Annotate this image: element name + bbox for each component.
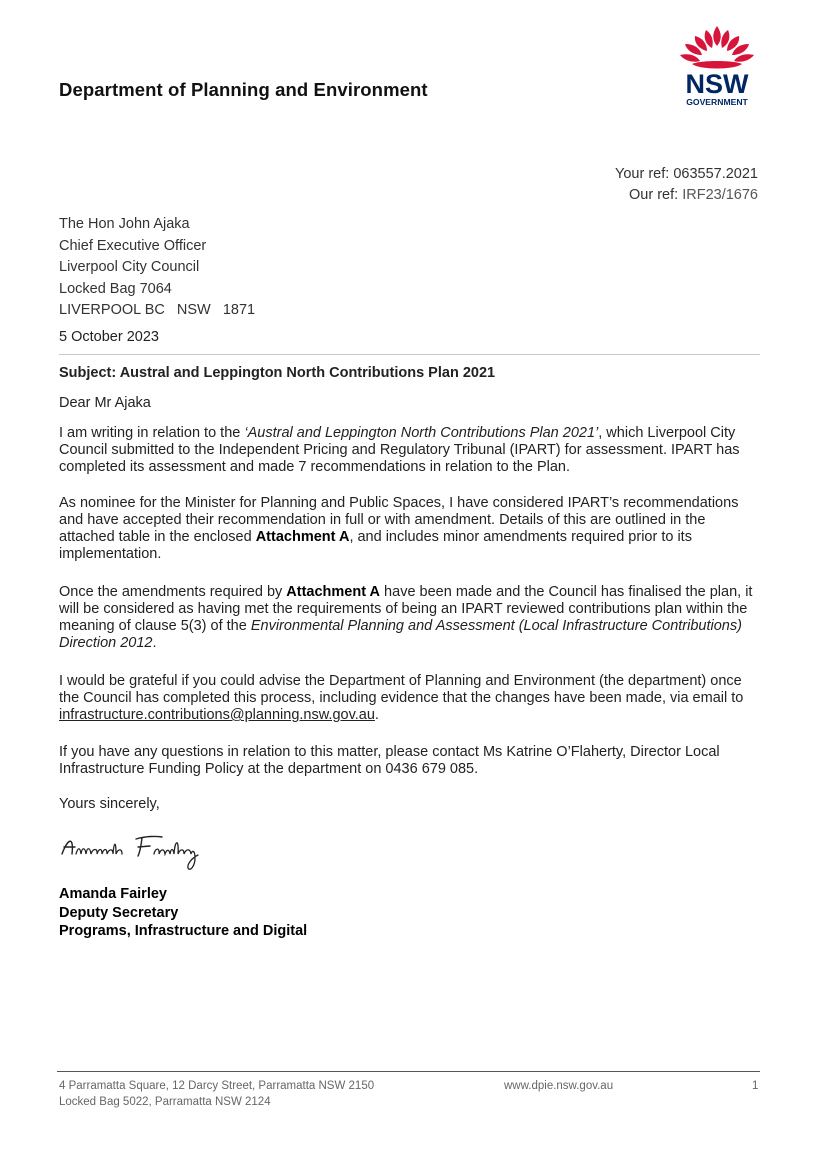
footer-divider bbox=[57, 1071, 760, 1072]
handwritten-signature bbox=[58, 828, 248, 874]
footer-address: 4 Parramatta Square, 12 Darcy Street, Parramatta NSW 2150 Locked Bag 5022, Parramatta NSW 2124 bbox=[59, 1080, 375, 1108]
page-number: 1 bbox=[752, 1080, 759, 1092]
paragraph-1: I am writing in relation to the ‘Austral and Leppington North Contributions Plan 2021’, which Liverpool City Council submitted to the Independent Pricing and Regulatory Tribunal (IPART) for assessment. IPART has completed its assessment and made 7 recommendations in relation to the Plan. bbox=[59, 425, 740, 475]
letter-date: 5 October 2023 bbox=[59, 329, 159, 345]
recipient-locality: LIVERPOOL BC NSW 1871 bbox=[59, 302, 256, 318]
divider bbox=[59, 354, 760, 355]
reference-block bbox=[615, 164, 758, 206]
our-ref: Our ref: IRF23/1676 bbox=[629, 187, 758, 203]
paragraph-4: I would be grateful if you could advise the Department of Planning and Environment (the department) once the Council has completed this process, including evidence that the changes have been made, via email to infrastructure.contributions@planning.nsw.gov.au. bbox=[59, 673, 744, 723]
signatory-title: Deputy Secretary bbox=[59, 904, 179, 921]
waratah-flower-icon bbox=[680, 26, 754, 69]
footer-website[interactable]: www.dpie.nsw.gov.au bbox=[504, 1080, 614, 1092]
recipient-title: Chief Executive Officer bbox=[59, 237, 207, 254]
recipient-name: The Hon John Ajaka bbox=[59, 216, 190, 232]
nsw-government-logo bbox=[676, 24, 758, 110]
recipient-org: Liverpool City Council bbox=[59, 259, 200, 275]
subject-line: Subject: Austral and Leppington North Contributions Plan 2021 bbox=[59, 365, 496, 381]
your-ref: Your ref: 063557.2021 bbox=[615, 166, 758, 182]
signatory-division: Programs, Infrastructure and Digital bbox=[59, 923, 308, 939]
department-heading: Department of Planning and Environment bbox=[59, 79, 428, 100]
paragraph-3: Once the amendments required by Attachment A have been made and the Council has finalised the plan, it will be considered as having met the requirements of being an IPART reviewed contributions plan within the meaning of clause 5(3) of the Environmental Planning and Assessment (Local Infrastructure Contributions) Direction 2012. bbox=[59, 584, 753, 651]
logo-subtext: GOVERNMENT bbox=[686, 97, 748, 107]
paragraph-5: If you have any questions in relation to this matter, please contact Ms Katrine O’Flaherty, Director Local Infrastructure Funding Policy at the department on 0436 679 085. bbox=[59, 744, 720, 777]
paragraph-2: As nominee for the Minister for Planning and Public Spaces, I have considered IPART’s recommendations and have accepted their recommendation in full or with amendment. Details of this are outlined in the attached table in the enclosed Attachment A, and includes minor amendments required prior to its implementation. bbox=[59, 495, 739, 562]
signatory-block bbox=[59, 885, 307, 941]
email-link[interactable]: infrastructure.contributions@planning.nsw.gov.au bbox=[59, 707, 375, 723]
closing: Yours sincerely, bbox=[59, 796, 160, 812]
signatory-name: Amanda Fairley bbox=[59, 886, 167, 902]
logo-wordmark: NSW bbox=[685, 69, 749, 99]
salutation: Dear Mr Ajaka bbox=[59, 395, 151, 411]
recipient-address bbox=[59, 214, 255, 322]
recipient-box: Locked Bag 7064 bbox=[59, 280, 172, 297]
